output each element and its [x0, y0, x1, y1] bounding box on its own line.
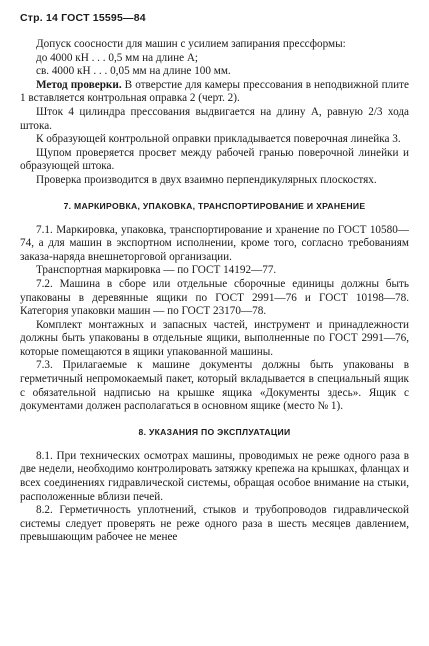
page-header: Стр. 14 ГОСТ 15595—84: [20, 12, 146, 24]
clause-7-1: 7.1. Маркировка, упаковка, транспортирование и хранение по ГОСТ 10580—74, а для машин в экспортном исполнении, кроме того, согласно требованиям заказа-наряда внешнеторговой организации.: [20, 223, 409, 263]
feeler-paragraph: Щупом проверяется просвет между рабочей гранью поверочной линейки и образующей штока.: [20, 146, 409, 173]
clause-8-2: 8.2. Герметичность уплотнений, стыков и трубопроводов гидравлической системы следует проверять не реже одного раза в шесть месяцев давлением, превышающим рабочее не менее: [20, 504, 409, 544]
method-lead: Метод проверки.: [36, 78, 122, 91]
rod-paragraph: Шток 4 цилиндра прессования выдвигается на длину А, равную 2/3 хода штока.: [20, 105, 409, 132]
tolerance-line-1: до 4000 кН . . . 0,5 мм на длине А;: [36, 51, 199, 64]
clause-7-2-kit: Комплект монтажных и запасных частей, инструмент и принадлежности должны быть упакованы в отдельные ящики, выполненные по ГОСТ 2991—76, которые помещаются в ящики упакованной машины.: [20, 318, 409, 358]
clause-7-1-marking: Транспортная маркировка — по ГОСТ 14192—77.: [36, 264, 277, 277]
spacer: [20, 414, 409, 426]
check-planes-paragraph: Проверка производится в двух взаимно перпендикулярных плоскостях.: [36, 173, 377, 186]
spacer: [20, 188, 409, 200]
clause-8-1: 8.1. При технических осмотрах машины, проводимых не реже одного раза в две недели, необходимо контролировать затяжку крепежа на крышках, фланцах и всех соединениях гидравлической системы, обращая особое внимание на стыки, расположенные вблизи печей.: [20, 449, 409, 503]
method-paragraph: [20, 79, 409, 106]
ruler-paragraph: К образующей контрольной оправки прикладывается поверочная линейка 3.: [36, 133, 401, 146]
section-7-heading: 7. МАРКИРОВКА, УПАКОВКА, ТРАНСПОРТИРОВАНИЕ И ХРАНЕНИЕ: [63, 200, 366, 211]
method-text: В отверстие для камеры прессования в неподвижной плите 1 вставляется контрольная оправка 2 (черт. 2).: [20, 78, 409, 105]
spacer: [20, 438, 409, 450]
tolerance-paragraph: Допуск соосности для машин с усилием запирания прессформы:: [36, 38, 346, 50]
page-content: [20, 38, 409, 545]
section-8-heading: 8. УКАЗАНИЯ ПО ЭКСПЛУАТАЦИИ: [138, 426, 291, 437]
tolerance-line-2: св. 4000 кН . . . 0,05 мм на длине 100 мм.: [36, 65, 231, 78]
clause-7-3: 7.3. Прилагаемые к машине документы должны быть упакованы в герметичный непромокаемый пакет, который вкладывается в специальный ящик с обязательной надписью на крышке ящика «Документы здесь». Ящик с документами должен располагаться в основном ящике (место № 1).: [20, 359, 409, 413]
clause-7-2: 7.2. Машина в сборе или отдельные сборочные единицы должны быть упакованы в деревянные ящики по ГОСТ 2991—76 и ГОСТ 10198—78. Категория упаковки машин — по ГОСТ 23170—78.: [20, 277, 409, 318]
spacer: [20, 212, 409, 224]
